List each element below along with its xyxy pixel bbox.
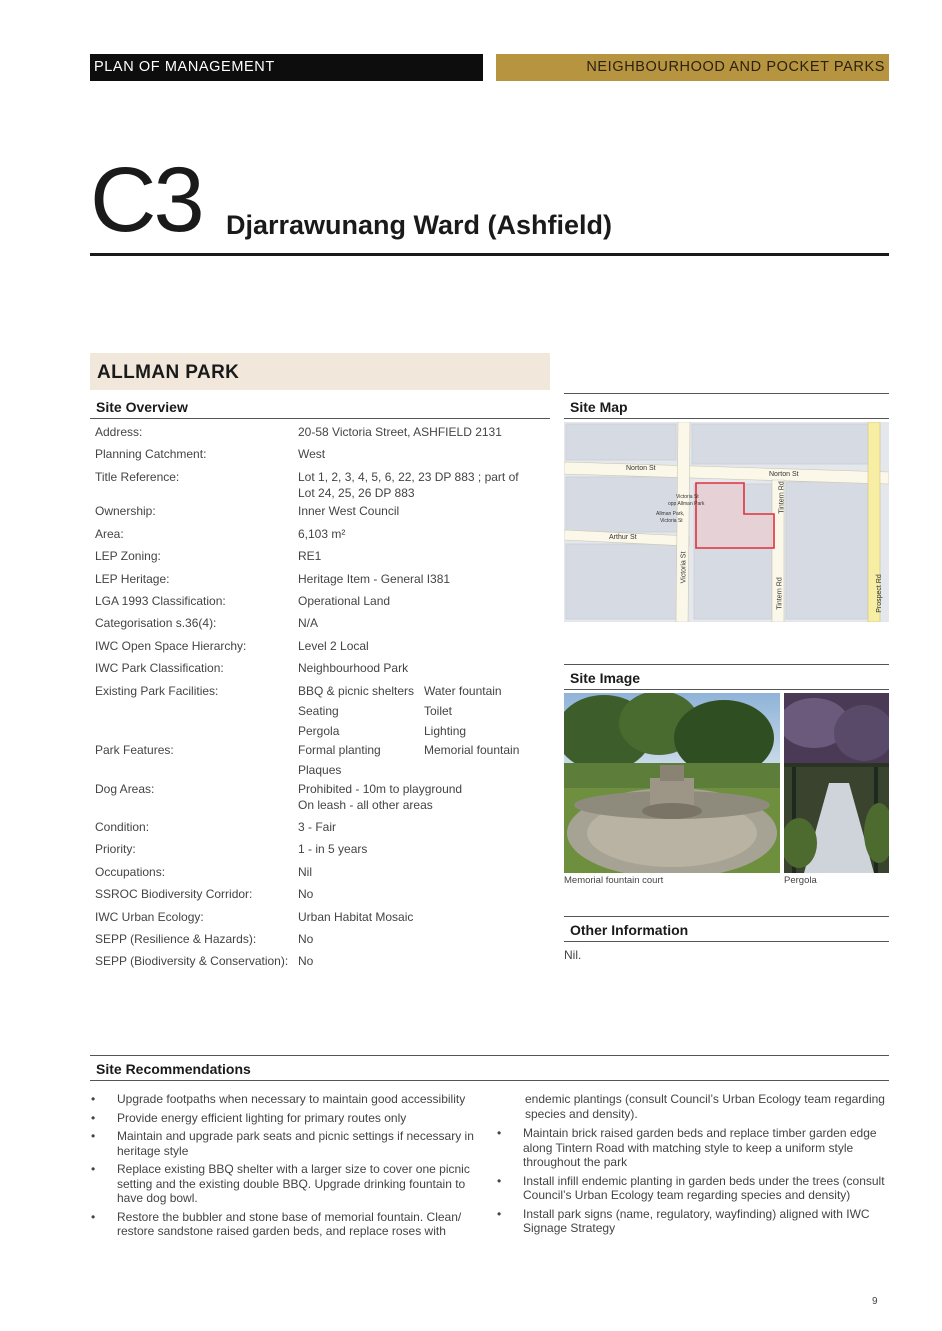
facility-item: Water fountain <box>424 684 502 698</box>
overview-value: Lot 1, 2, 3, 4, 5, 6, 22, 23 DP 883 ; part of Lot 24, 25, 26 DP 883 <box>298 470 519 500</box>
overview-value: West <box>298 447 326 461</box>
overview-label: IWC Urban Ecology: <box>95 910 204 924</box>
recommendation-text: Replace existing BBQ shelter with a larger size to cover one picnic setting and the existing double BBQ. Upgrade drinking fountain to have dog bowl. <box>117 1162 470 1205</box>
overview-value: Urban Habitat Mosaic <box>298 910 414 924</box>
bullet: • <box>91 1162 96 1176</box>
feature-item: Plaques <box>298 763 342 777</box>
overview-value: Inner West Council <box>298 504 400 518</box>
site-map-rule <box>564 418 889 419</box>
other-info-rule <box>564 941 889 942</box>
site-image-rule <box>564 689 889 690</box>
recommendations-top-rule <box>90 1055 889 1056</box>
overview-value: Nil <box>298 865 312 879</box>
facilities-col-2 <box>424 683 544 743</box>
site-image-heading: Site Image <box>570 670 641 686</box>
overview-label: Existing Park Facilities: <box>95 684 219 698</box>
overview-label: SEPP (Biodiversity & Conservation): <box>95 954 289 968</box>
recommendation-item <box>91 1129 476 1158</box>
bullet: • <box>497 1206 502 1221</box>
bullet: • <box>91 1129 96 1143</box>
header-right-text: NEIGHBOURHOOD AND POCKET PARKS <box>586 59 885 75</box>
overview-value: 3 - Fair <box>298 820 337 834</box>
overview-value: 1 - in 5 years <box>298 842 368 856</box>
facility-item: Seating <box>298 704 339 718</box>
overview-value: N/A <box>298 616 319 630</box>
title-divider <box>90 253 889 256</box>
recommendation-item <box>497 1126 887 1170</box>
page-number: 9 <box>872 1296 878 1307</box>
overview-label: Ownership: <box>95 504 156 518</box>
facilities-row <box>95 683 545 743</box>
dog-area-line: On leash - all other areas <box>298 798 433 812</box>
features-col-2 <box>424 742 544 762</box>
overview-value: RE1 <box>298 549 322 563</box>
facility-item: Toilet <box>424 704 453 718</box>
overview-label: LGA 1993 Classification: <box>95 594 226 608</box>
recommendation-text: Install infill endemic planting in garden beds under the trees (consult Council’s Urban Ecology team regarding species and density) <box>523 1173 885 1202</box>
feature-item: Formal planting <box>298 743 381 757</box>
recommendations-rule <box>90 1080 889 1081</box>
chapter-number: C3 <box>90 149 202 251</box>
overview-label: Condition: <box>95 820 150 834</box>
facility-item: Lighting <box>424 724 467 738</box>
overview-label: Park Features: <box>95 743 174 757</box>
overview-label: Categorisation s.36(4): <box>95 616 217 630</box>
photo-caption: Pergola <box>784 875 817 886</box>
site-map-heading: Site Map <box>570 399 628 415</box>
map-street-label: Tintern Rd <box>778 481 786 514</box>
map-callout-label: opp Allman Park <box>668 501 705 507</box>
bullet: • <box>91 1110 96 1125</box>
overview-label: SSROC Biodiversity Corridor: <box>95 887 253 901</box>
recommendation-text: Provide energy efficient lighting for primary routes only <box>117 1110 407 1125</box>
overview-value: No <box>298 932 314 946</box>
recommendation-item <box>497 1207 887 1236</box>
site-map <box>564 422 889 622</box>
feature-item: Memorial fountain <box>424 743 520 757</box>
site-image-top-rule <box>564 664 889 665</box>
features-col-1 <box>298 742 423 782</box>
recommendation-continuation: endemic plantings (consult Council’s Urban Ecology team regarding species and density). <box>525 1092 885 1121</box>
map-callout-label: Victoria St <box>660 518 683 524</box>
overview-value: 6,103 m² <box>298 527 346 541</box>
site-overview-rule <box>90 418 550 419</box>
overview-label: Dog Areas: <box>95 782 155 796</box>
dog-area-line: Prohibited - 10m to playground <box>298 782 463 796</box>
pergola-photo <box>784 693 889 873</box>
facilities-col-1 <box>298 683 423 743</box>
map-street-label: Arthur St <box>609 534 637 541</box>
photo-caption: Memorial fountain court <box>564 875 664 886</box>
recommendation-text: Restore the bubbler and stone base of memorial fountain. Clean/ restore sandstone raised garden beds, and replace roses with <box>117 1209 462 1238</box>
park-name-box <box>90 353 550 390</box>
overview-label: Priority: <box>95 842 136 856</box>
map-street-label: Norton St <box>626 465 656 472</box>
bullet: • <box>497 1126 502 1140</box>
other-info-text: Nil. <box>564 948 582 962</box>
recommendation-text: Upgrade footpaths when necessary to maintain good accessibility <box>117 1092 466 1106</box>
overview-label: Occupations: <box>95 865 166 879</box>
overview-label: Address: <box>95 425 143 439</box>
overview-value: Level 2 Local <box>298 639 369 653</box>
overview-value: 20-58 Victoria Street, ASHFIELD 2131 <box>298 425 502 439</box>
other-info-heading: Other Information <box>570 922 689 938</box>
recommendation-text: Maintain brick raised garden beds and replace timber garden edge along Tintern Road with matching style to keep a uniform style throughout the park <box>523 1126 877 1169</box>
header-left-text: PLAN OF MANAGEMENT <box>94 59 275 75</box>
overview-label: Planning Catchment: <box>95 447 207 461</box>
overview-label: LEP Zoning: <box>95 549 161 563</box>
overview-value: Neighbourhood Park <box>298 661 409 675</box>
site-overview-heading: Site Overview <box>96 399 188 415</box>
recommendation-item <box>91 1111 476 1126</box>
site-map-top-rule <box>564 393 889 394</box>
overview-value: Operational Land <box>298 594 391 608</box>
recommendation-item <box>91 1210 476 1239</box>
header-right-bar <box>496 54 889 81</box>
recommendation-item <box>91 1092 476 1107</box>
header-left-bar <box>90 54 483 81</box>
bullet: • <box>91 1209 96 1224</box>
map-callout-label: Allman Park, <box>656 511 685 517</box>
bullet: • <box>497 1173 502 1188</box>
bullet: • <box>91 1092 96 1106</box>
recommendations-heading: Site Recommendations <box>96 1061 251 1077</box>
overview-label: SEPP (Resilience & Hazards): <box>95 932 257 946</box>
memorial-fountain-photo <box>564 693 780 873</box>
map-street-label: Norton St <box>769 471 799 478</box>
recommendation-text: Maintain and upgrade park seats and picnic settings if necessary in heritage style <box>117 1129 474 1158</box>
site-map-graphic <box>564 422 889 622</box>
overview-label: LEP Heritage: <box>95 572 170 586</box>
facility-item: Pergola <box>298 724 340 738</box>
overview-label: IWC Park Classification: <box>95 661 224 675</box>
overview-label: Title Reference: <box>95 470 180 484</box>
overview-label: Area: <box>95 527 124 541</box>
park-name: ALLMAN PARK <box>97 362 240 383</box>
map-street-label: Prospect Rd <box>875 574 883 613</box>
overview-label: IWC Open Space Hierarchy: <box>95 639 247 653</box>
chapter-title: Djarrawunang Ward (Ashfield) <box>226 210 613 240</box>
recommendations-list-left <box>91 1092 476 1243</box>
map-callout-label: Victoria St <box>676 494 699 500</box>
map-street-label: Victoria St <box>680 551 688 584</box>
map-street-label: Tintern Rd <box>776 577 784 610</box>
overview-value: Heritage Item - General I381 <box>298 572 451 586</box>
overview-value: No <box>298 954 314 968</box>
other-info-top-rule <box>564 916 889 917</box>
facility-item: BBQ & picnic shelters <box>298 684 415 698</box>
overview-value: No <box>298 887 314 901</box>
recommendations-list-right <box>497 1126 887 1240</box>
recommendation-text: Install park signs (name, regulatory, wayfinding) aligned with IWC Signage Strategy <box>523 1206 870 1235</box>
overview-value <box>298 781 543 813</box>
recommendation-item <box>91 1162 476 1206</box>
features-row <box>95 742 545 782</box>
recommendation-item <box>497 1174 887 1203</box>
